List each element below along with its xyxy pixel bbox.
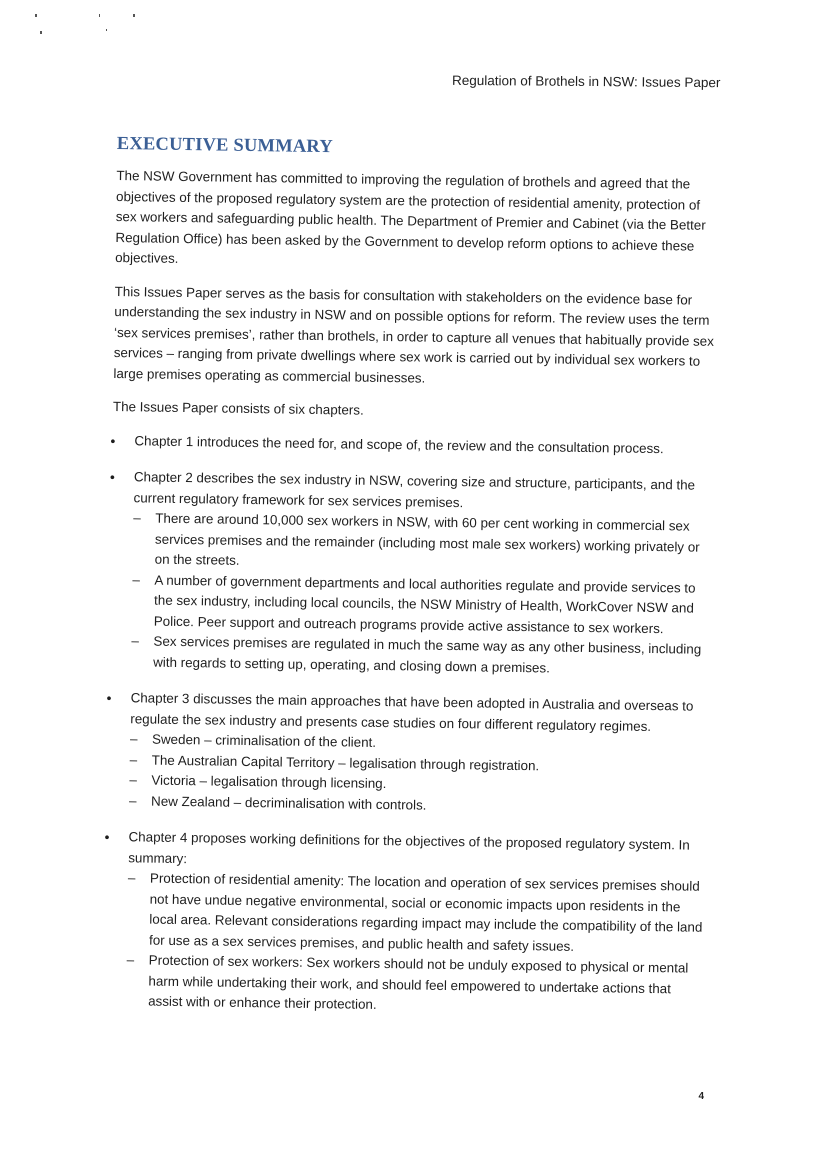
chapter-text: Chapter 1 introduces the need for, and scope of, the review and the consultation process. xyxy=(134,432,664,456)
chapter-sub-item: – A number of government departments and local authorities regulate and provide services to the sex industry, including local councils, the NSW Ministry of Health, WorkCover NSW and Police. Peer support and outreach programs provide active assistance to sex workers. xyxy=(132,570,713,640)
page-number: 4 xyxy=(698,1091,704,1102)
section-title: EXECUTIVE SUMMARY xyxy=(116,134,334,158)
paragraph-intro: The NSW Government has committed to improving the regulation of brothels and agreed that the objectives of the proposed regulatory system are the protection of residential amenity, protection of sex workers and safeguarding public health. The Department of Premier and Cabinet (via the Better Regulation Office) has been asked by the Government to develop reform options to achieve these objectives. xyxy=(115,167,706,266)
chapter-sub-list xyxy=(126,868,708,1020)
chapter-sub-item: – The Australian Capital Territory – legalisation through registration. xyxy=(130,750,710,779)
running-header: Regulation of Brothels in NSW: Issues Paper xyxy=(451,72,721,91)
chapter-sub-item: – Victoria – legalisation through licensing. xyxy=(129,770,709,799)
chapter-item xyxy=(109,467,714,681)
chapter-item xyxy=(112,430,714,459)
chapter-sub-item: – New Zealand – decriminalisation with controls. xyxy=(129,791,709,820)
paragraph-chapters-lead: The Issues Paper consists of six chapters. xyxy=(112,398,364,418)
chapter-list xyxy=(104,430,715,1020)
chapter-item xyxy=(107,688,711,820)
chapter-item xyxy=(104,827,709,1020)
chapter-sub-item: – Sweden – criminalisation of the client. xyxy=(130,729,710,758)
chapter-text: Chapter 4 proposes working definitions for the objectives of the proposed regulatory system. In summary: xyxy=(128,829,690,866)
paragraph-issues-paper: This Issues Paper serves as the basis for consultation with stakeholders on the evidence base for understanding the sex industry in NSW and on possible options for reform. The review uses the term ‘sex services premises’, rather than brothels, in order to capture all venues that habitually provide sex services – ranging from private dwellings where sex work is carried out by individual sex workers to large premises operating as commercial businesses. xyxy=(113,283,715,386)
chapter-text: Chapter 3 discusses the main approaches that have been adopted in Australia and overseas to regulate the sex industry and presents case studies on four different regulatory regimes. xyxy=(130,690,694,734)
chapter-sub-item: – Sex services premises are regulated in much the same way as any other business, including with regards to setting up, operating, and closing down a premises. xyxy=(131,631,712,681)
chapter-sub-item: – Protection of residential amenity: The location and operation of sex services premises should not have undue negative environmental, social or economic impacts upon residents in the local area. Relevant considerations regarding impact may include the compatibility of the land for use as a sex services premises, and public health and safety issues. xyxy=(127,868,708,959)
chapter-sub-item: – There are around 10,000 sex workers in NSW, with 60 per cent working in commercial sex services premises and the remainder (including most male sex workers) working privately or on the streets. xyxy=(133,508,714,578)
main-content xyxy=(104,134,719,1036)
chapter-sub-list xyxy=(129,729,710,820)
chapter-sub-list xyxy=(131,508,713,681)
chapter-text: Chapter 2 describes the sex industry in NSW, covering size and structure, participants, and the current regulatory framework for sex services premises. xyxy=(133,469,696,510)
chapter-sub-item: – Protection of sex workers: Sex workers should not be unduly exposed to physical or mental harm while undertaking their work, and should feel empowered to undertake actions that assist with or enhance their protection. xyxy=(126,950,707,1020)
